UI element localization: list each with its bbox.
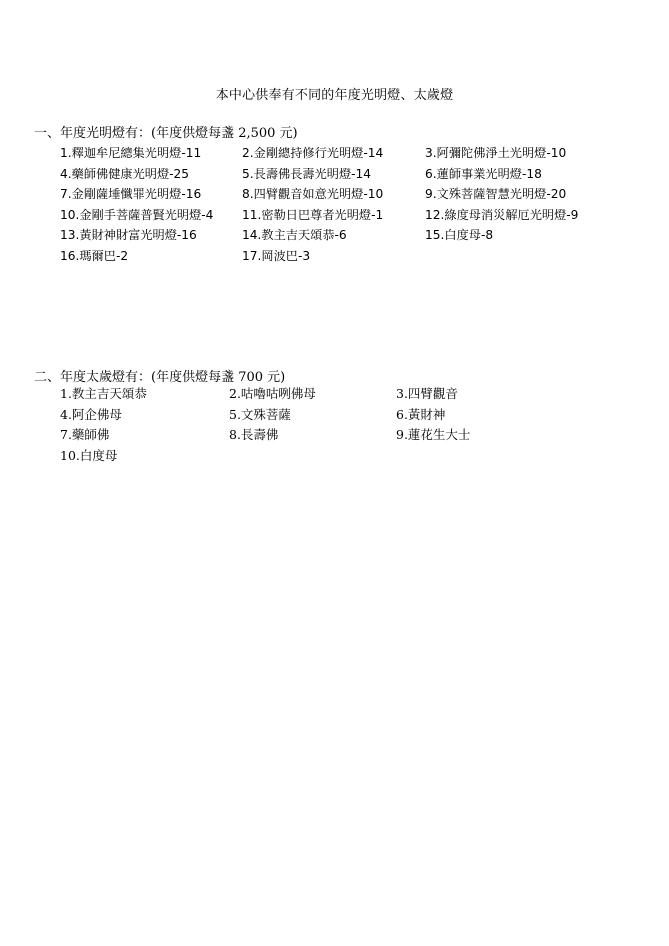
taisui-list-item: 9.蓮花生大士 bbox=[396, 427, 471, 442]
lamp-list-item: 2.金剛總持修行光明燈-14 bbox=[242, 146, 384, 160]
lamp-list-item: 5.長壽佛長壽光明燈-14 bbox=[242, 166, 372, 181]
taisui-list-item: 4.阿企佛母 bbox=[60, 406, 122, 422]
lamp-list-item: 7.金剛薩埵懺罪光明燈-16 bbox=[60, 187, 202, 201]
lamp-list-item: 13.黃財神財富光明燈-16 bbox=[60, 228, 197, 242]
section-heading-annual-lamps: 一、年度光明燈有：(年度供燈每盞 2,500 元) bbox=[34, 126, 298, 141]
lamp-list-item: 14.教主吉天頌恭-6 bbox=[242, 228, 347, 242]
taisui-list-item: 1.教主吉天頌恭 bbox=[60, 386, 147, 401]
lamp-list-item: 4.藥師佛健康光明燈-25 bbox=[60, 166, 190, 181]
taisui-list-item: 6.黃財神 bbox=[396, 406, 446, 422]
taisui-list-item: 7.藥師佛 bbox=[60, 427, 110, 442]
taisui-list-item: 8.長壽佛 bbox=[229, 427, 279, 442]
lamp-list-item: 10.金剛手菩薩普賢光明燈-4 bbox=[60, 207, 214, 222]
lamp-list-item: 8.四臂觀音如意光明燈-10 bbox=[242, 187, 384, 201]
section-heading-taisui-lamps: 二、年度太歲燈有：(年度供燈每盞 700 元) bbox=[34, 370, 286, 385]
taisui-list-item: 10.白度母 bbox=[60, 447, 118, 463]
lamp-list-item: 16.瑪爾巴-2 bbox=[60, 248, 129, 263]
taisui-list-item: 3.四臂觀音 bbox=[396, 386, 458, 401]
annual-lamp-list bbox=[60, 143, 625, 266]
lamp-list-item: 12.綠度母消災解厄光明燈-9 bbox=[425, 207, 579, 222]
lamp-list-item: 9.文殊菩薩智慧光明燈-20 bbox=[425, 187, 567, 201]
taisui-lamp-list bbox=[60, 384, 546, 466]
lamp-list-item: 11.密勒日巴尊者光明燈-1 bbox=[242, 207, 384, 222]
taisui-list-item: 2.咕嚕咕咧佛母 bbox=[229, 386, 316, 401]
taisui-list-item: 5.文殊菩薩 bbox=[229, 406, 291, 422]
lamp-list-item: 1.釋迦牟尼總集光明燈-11 bbox=[60, 146, 202, 160]
lamp-list-item: 15.白度母-8 bbox=[425, 228, 494, 242]
lamp-list-item: 17.岡波巴-3 bbox=[242, 248, 311, 263]
lamp-list-item: 6.蓮師事業光明燈-18 bbox=[425, 166, 542, 181]
lamp-list-item: 3.阿彌陀佛淨土光明燈-10 bbox=[425, 146, 567, 160]
document-title: 本中心供奉有不同的年度光明燈、太歲燈 bbox=[215, 88, 454, 103]
